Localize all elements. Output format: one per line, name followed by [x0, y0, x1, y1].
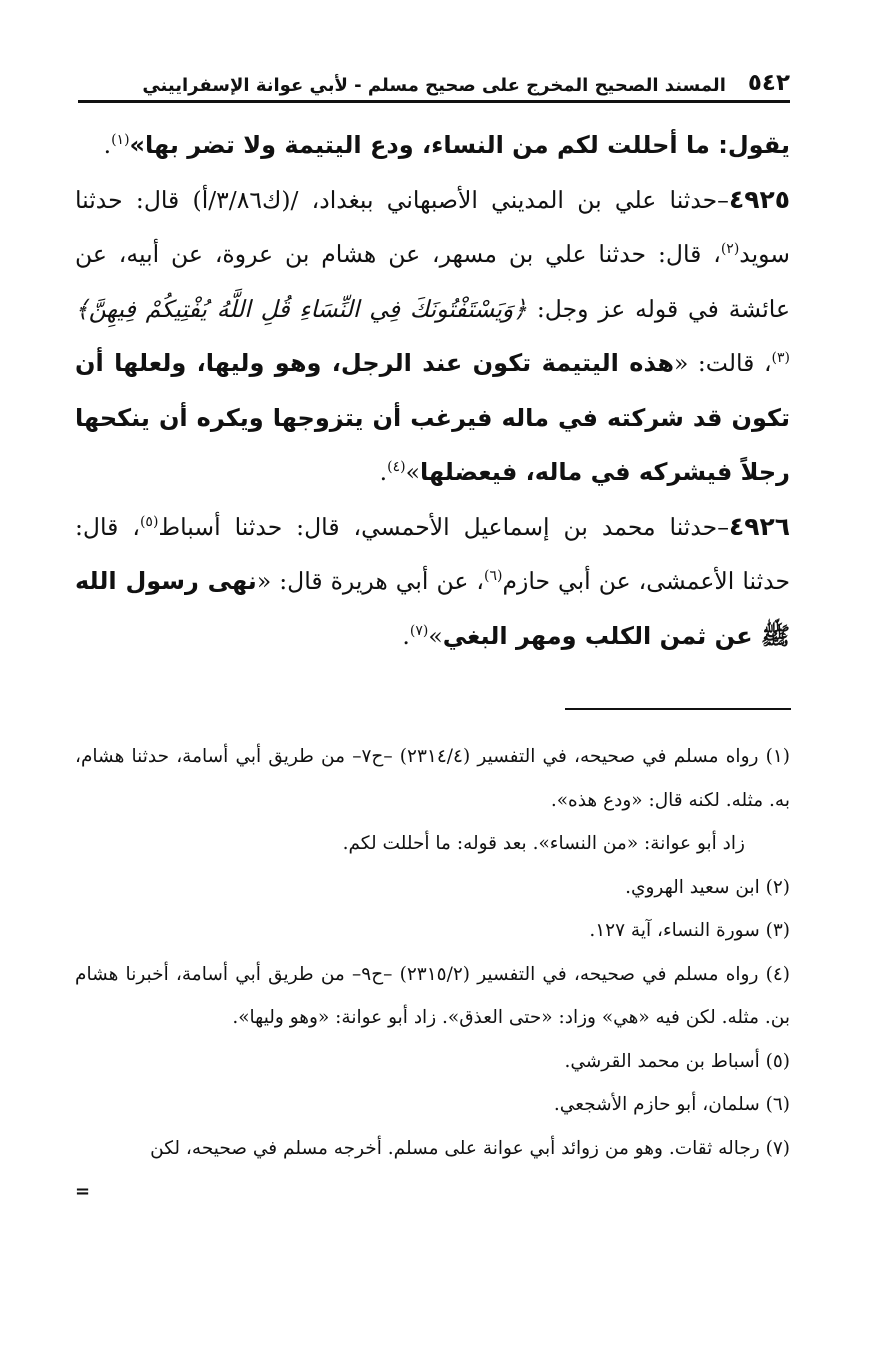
hadith-4925 [75, 173, 790, 500]
footnote-ref: (٤) [387, 459, 406, 476]
footnote-ref: (١) [111, 132, 130, 149]
footnote-5: (٥) أسباط بن محمد القرشي. [564, 1050, 790, 1072]
quote-close: » [405, 458, 420, 486]
main-text [75, 118, 790, 663]
footnote-1-addition: زاد أبو عوانة: «من النساء». بعد قوله: ما أحللت لكم. [342, 833, 745, 854]
isnad-text: ، قالت: « [673, 349, 772, 377]
quote-close: » [428, 621, 443, 650]
footnote-3: (٣) سورة النساء، آية ١٢٧. [589, 920, 790, 941]
footnote-4: (٤) رواه مسلم في صحيحه، في التفسير (٢٣١٥/٢) –ح٩– من طريق أبي أسامة، أخبرنا هشام بن. مثله. لكن فيه «هي» وزاد: «حتى العذق». زاد أبو عوانة: «وهو وليها». [75, 963, 790, 1028]
hadith-text-bold: هذه اليتيمة تكون عند الرجل، وهو وليها، ولعلها أن تكون قد شركته في ماله فيرغب أن يتزوجها ويكره أن ينكحها رجلاً فيشركه في ماله، فيعضلها [75, 349, 790, 486]
quran-verse: ﴿وَيَسْتَفْتُونَكَ فِي النِّسَاءِ قُلِ اللَّهُ يُفْتِيكُمْ فِيهِنَّ﴾ [75, 294, 528, 323]
paragraph-end: . [402, 621, 410, 650]
isnad-text: ، قال: حدثنا الأعمشى، عن أبي حازم [75, 512, 790, 595]
footnote-ref: (٥) [139, 513, 159, 530]
running-title: المسند الصحيح المخرج على صحيح مسلم - لأبي عوانة الإسفراييني [142, 75, 726, 96]
paragraph-end: . [103, 131, 112, 159]
footnote-ref: (٧) [409, 622, 429, 639]
footnote-6: (٦) سلمان، أبو حازم الأشجعي. [553, 1094, 790, 1115]
footnote-ref: (٦) [483, 568, 503, 585]
continuation-mark: = [75, 1181, 91, 1202]
footnote-2: (٢) ابن سعيد الهروي. [625, 876, 790, 898]
isnad-text: –حدثنا محمد بن إسماعيل الأحمسي، قال: حدثنا أسباط [158, 512, 729, 541]
page-number: ٥٤٢ [747, 70, 790, 96]
footnote-ref: (٣) [771, 350, 791, 367]
hadith-4926 [75, 500, 790, 664]
isnad-text: –حدثنا علي بن المديني الأصبهاني ببغداد، /(ك٣/٨٦/أ) قال: حدثنا سويد [75, 185, 790, 268]
hadith-number: ٤٩٢٦ [728, 511, 790, 541]
paragraph-continuation [75, 118, 790, 173]
hadith-text-bold: نهى رسول الله ﷺ عن ثمن الكلب ومهر البغي [75, 567, 790, 650]
hadith-number: ٤٩٢٥ [728, 184, 790, 214]
paragraph-end: . [379, 458, 388, 486]
footnote-separator [565, 708, 791, 710]
isnad-text: ، عن أبي هريرة قال: « [256, 567, 484, 595]
footnote-7: (٧) رجاله ثقات. وهو من زوائد أبي عوانة على مسلم. أخرجه مسلم في صحيحه، لكن [150, 1137, 790, 1159]
page-header [78, 58, 790, 103]
footnotes [75, 735, 790, 1202]
hadith-text-bold: يقول: ما أحللت لكم من النساء، ودع اليتيمة ولا تضر بها» [129, 131, 790, 159]
footnote-ref: (٢) [720, 241, 740, 258]
isnad-text: ، قال: حدثنا علي بن مسهر، عن هشام بن عروة، عن أبيه، عن عائشة في قوله عز وجل: [75, 240, 790, 323]
footnote-1: (١) رواه مسلم في صحيحه، في التفسير (٢٣١٤/٤) –ح٧– من طريق أبي أسامة، حدثنا هشام، به. مثله. لكنه قال: «ودع هذه». [75, 746, 790, 811]
